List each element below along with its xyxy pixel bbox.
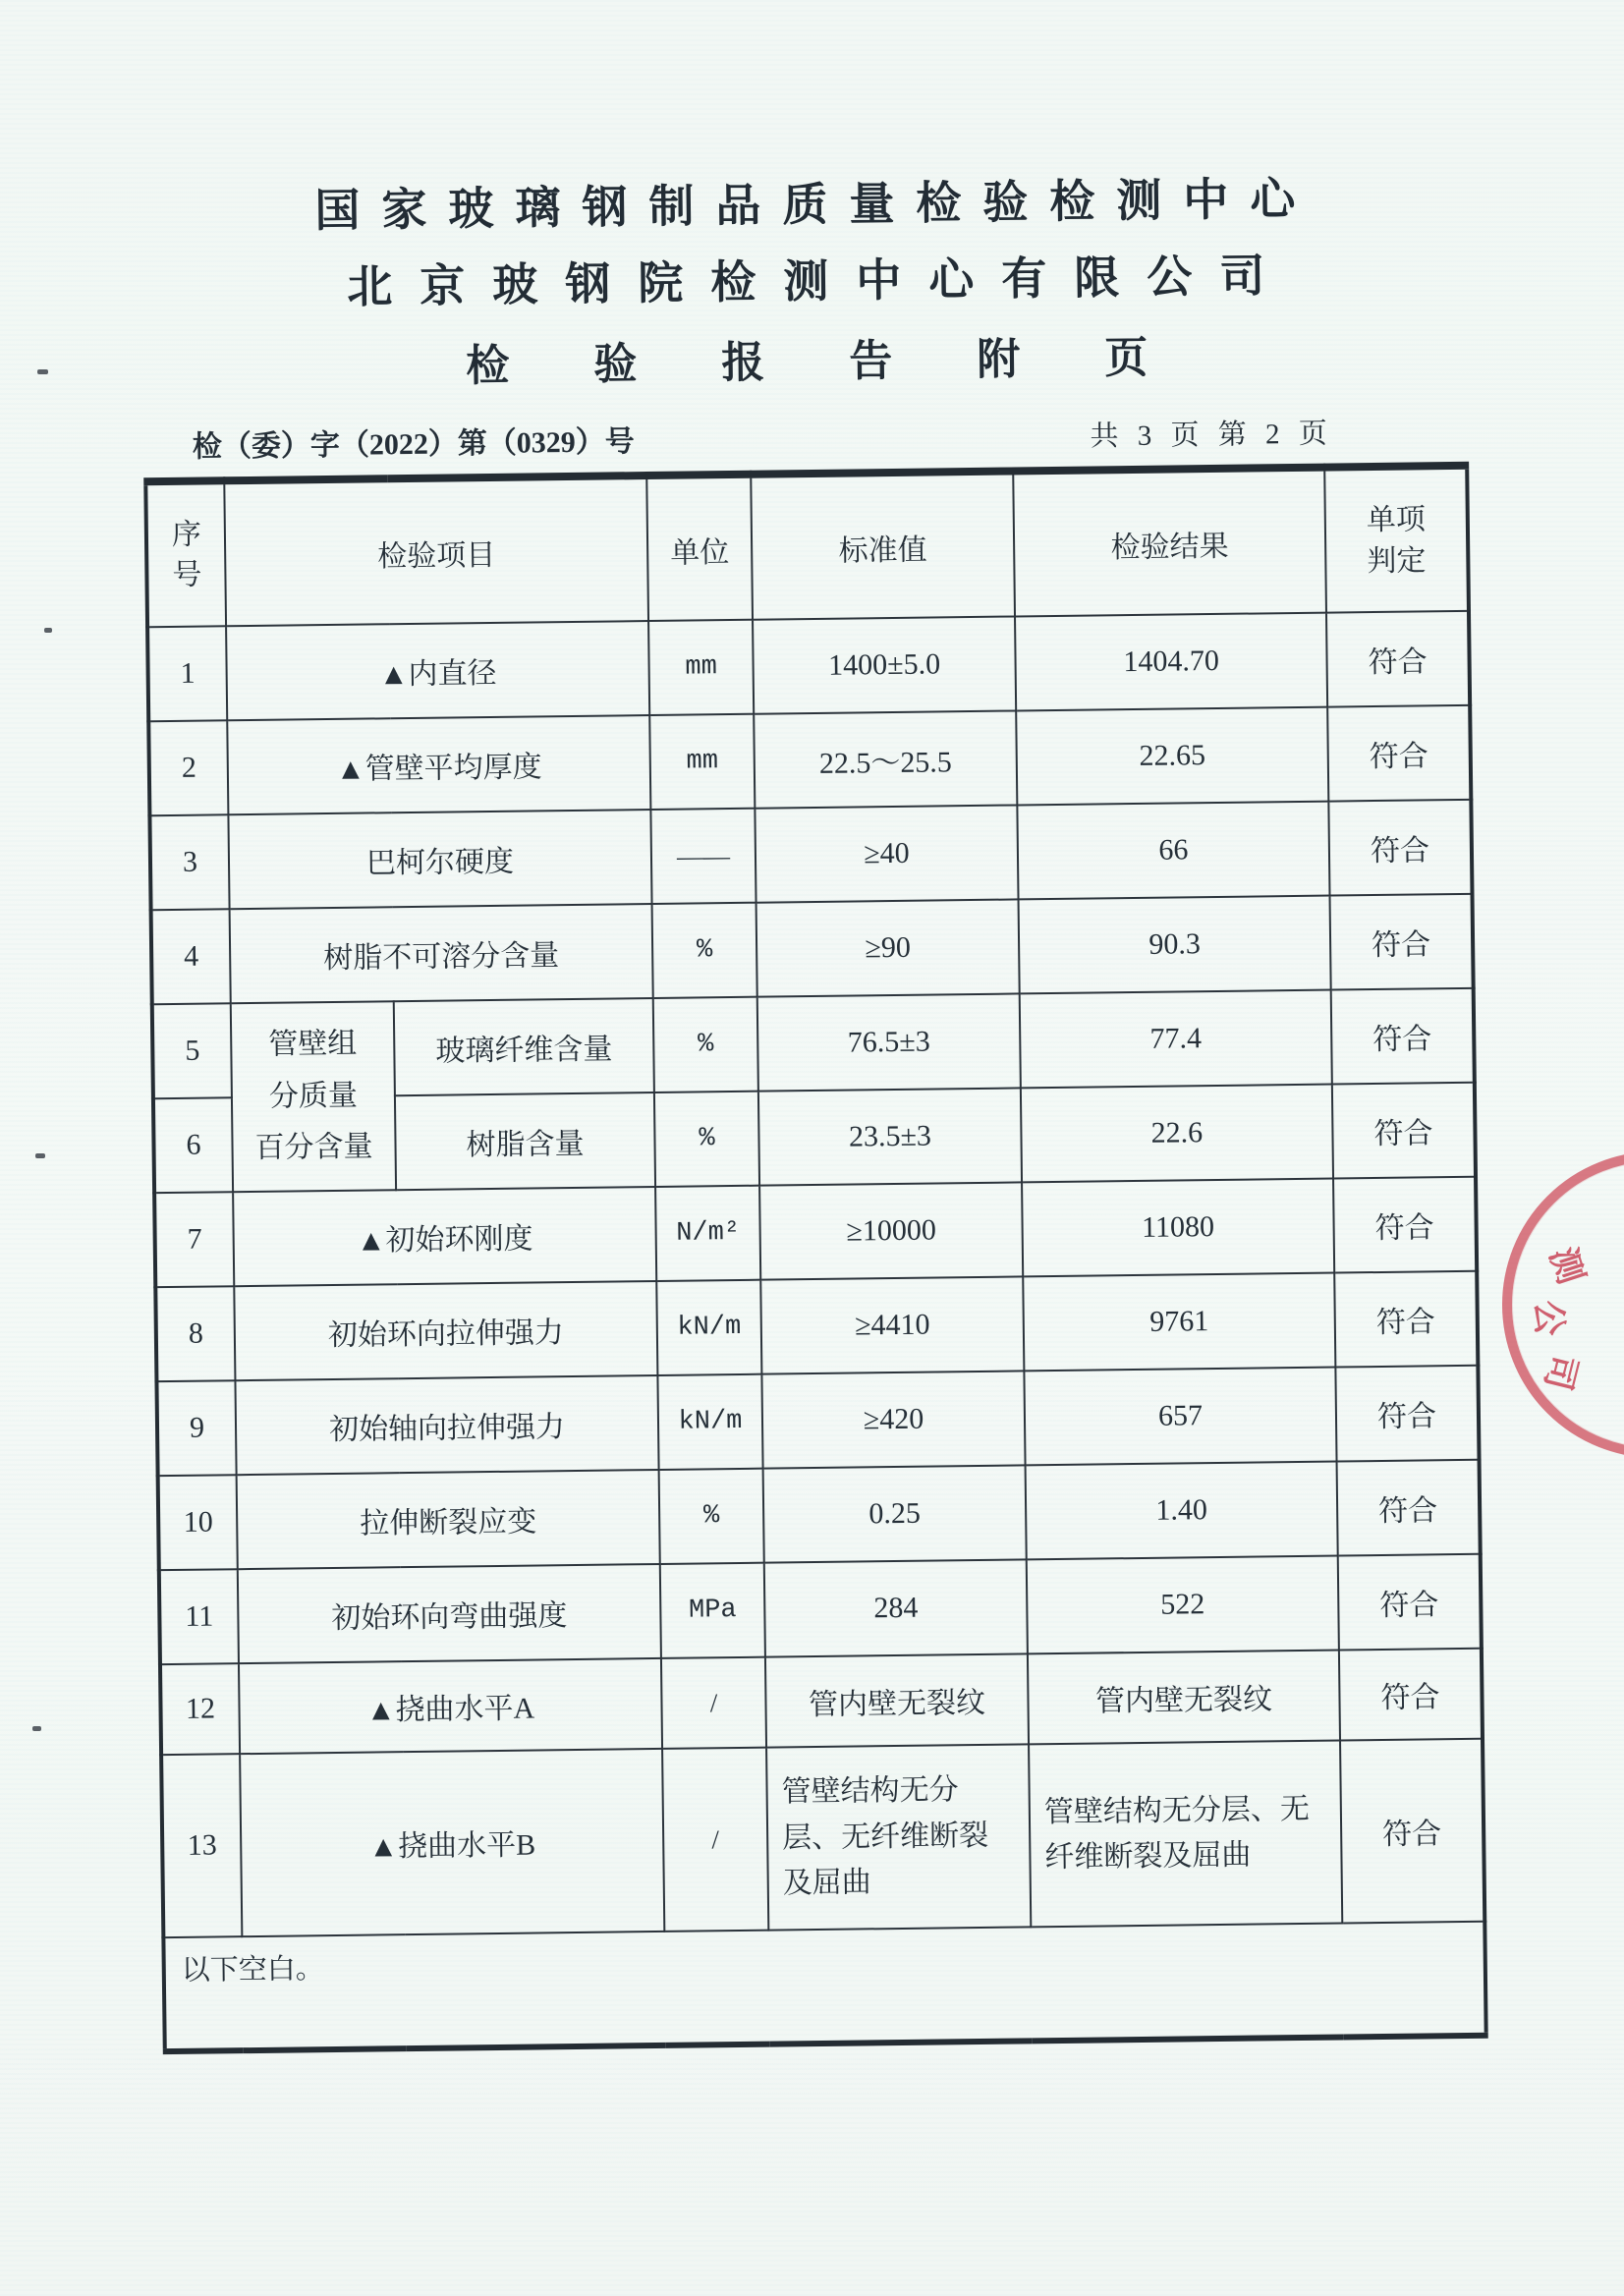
header-item: 检验项目 xyxy=(224,476,648,626)
scan-speck xyxy=(37,369,48,374)
table-blank-row xyxy=(163,1922,1485,2051)
table-row xyxy=(160,1649,1483,1755)
cell-item: 初始环向弯曲强度 xyxy=(238,1564,661,1663)
cell-item-group xyxy=(231,1001,396,1192)
cell-standard: 284 xyxy=(764,1559,1028,1656)
cell-judgment: 符合 xyxy=(1335,1366,1479,1462)
page-count: 共 3 页 第 2 页 xyxy=(1090,418,1333,453)
cell-result: 9761 xyxy=(1023,1273,1335,1372)
cell-result: 522 xyxy=(1027,1556,1339,1654)
org-title-line1: 国家玻璃钢制品质量检验检测中心 xyxy=(314,173,1317,237)
cell-standard: ≥4410 xyxy=(760,1276,1024,1373)
cell-judgment: 符合 xyxy=(1330,894,1474,990)
header-no: 序号 xyxy=(145,480,226,627)
cell-unit: % xyxy=(659,1469,764,1564)
header-result: 检验结果 xyxy=(1013,468,1326,617)
cell-standard: ≥420 xyxy=(761,1371,1025,1468)
group-label-line: 管壁组 xyxy=(268,1027,358,1062)
cell-result: 11080 xyxy=(1022,1179,1334,1277)
cell-result: 1404.70 xyxy=(1015,613,1327,711)
cell-no: 10 xyxy=(158,1475,238,1570)
group-label-line: 百分含量 xyxy=(254,1130,373,1165)
cell-unit: mm xyxy=(648,620,754,715)
cell-standard: ≥40 xyxy=(755,805,1018,902)
cell-unit: % xyxy=(653,997,758,1092)
org-title-line2: 北京玻钢院检测中心有限公司 xyxy=(347,250,1293,312)
cell-result: 管内壁无裂纹 xyxy=(1028,1651,1340,1745)
table-row xyxy=(159,1554,1482,1664)
red-seal-char: 公 xyxy=(1528,1299,1570,1337)
blank-note: 以下空白。 xyxy=(181,1953,324,1987)
cell-judgment: 符合 xyxy=(1334,1271,1478,1368)
table-row xyxy=(152,988,1475,1098)
cell-standard: 管内壁无裂纹 xyxy=(765,1653,1029,1747)
cell-item: ▲挠曲水平B xyxy=(240,1749,664,1936)
header-judgment: 单项判定 xyxy=(1324,466,1469,613)
red-seal-char: 测 xyxy=(1542,1242,1592,1289)
table-row xyxy=(156,1366,1479,1476)
cell-unit: MPa xyxy=(660,1563,765,1658)
cell-judgment: 符合 xyxy=(1332,1083,1476,1179)
cell-standard: 23.5±3 xyxy=(758,1088,1022,1185)
table-row xyxy=(148,705,1471,815)
cell-standard: ≥90 xyxy=(756,899,1020,996)
cell-unit: N/m² xyxy=(655,1186,760,1281)
cell-unit: % xyxy=(654,1092,759,1187)
cell-judgment: 符合 xyxy=(1333,1177,1477,1273)
cell-item: 巴柯尔硬度 xyxy=(228,810,651,909)
cell-unit: —— xyxy=(650,809,756,904)
cell-unit: / xyxy=(662,1748,768,1932)
cell-judgment: 符合 xyxy=(1331,988,1475,1085)
cell-no: 8 xyxy=(155,1286,235,1381)
cell-item: 初始环向拉伸强力 xyxy=(234,1281,657,1380)
cell-standard: 1400±5.0 xyxy=(753,616,1016,713)
cell-judgment: 符合 xyxy=(1326,611,1470,707)
cell-item: 初始轴向拉伸强力 xyxy=(235,1375,658,1475)
cell-standard: 管壁结构无分层、无纤维断裂及屈曲 xyxy=(766,1744,1031,1930)
table-row xyxy=(155,1271,1478,1381)
cell-result: 22.6 xyxy=(1021,1085,1333,1183)
cell-judgment: 符合 xyxy=(1338,1554,1482,1651)
table-row xyxy=(154,1177,1477,1287)
table-row xyxy=(147,611,1470,721)
cell-result: 66 xyxy=(1017,802,1329,900)
cell-judgment: 符合 xyxy=(1327,705,1471,802)
cell-standard: 0.25 xyxy=(763,1465,1027,1562)
cell-no: 1 xyxy=(147,626,227,721)
cell-result: 1.40 xyxy=(1026,1462,1338,1560)
cell-item: 树脂含量 xyxy=(395,1092,655,1190)
cell-judgment: 符合 xyxy=(1337,1460,1481,1556)
cell-no: 12 xyxy=(160,1663,240,1755)
cell-result: 657 xyxy=(1024,1368,1336,1466)
cell-item: 玻璃纤维含量 xyxy=(394,998,654,1095)
cell-item: 树脂不可溶分含量 xyxy=(230,904,653,1003)
table-row xyxy=(151,894,1474,1004)
header-unit: 单位 xyxy=(646,475,753,621)
red-seal-char: 司 xyxy=(1537,1350,1585,1395)
scan-speck xyxy=(44,628,52,633)
cell-no: 5 xyxy=(152,1003,232,1098)
cell-item: 拉伸断裂应变 xyxy=(237,1470,660,1569)
cell-unit: kN/m xyxy=(656,1280,761,1375)
cell-item: ▲挠曲水平A xyxy=(239,1658,662,1754)
cell-no: 11 xyxy=(159,1569,239,1664)
cell-standard: 76.5±3 xyxy=(757,993,1021,1091)
cell-no: 13 xyxy=(161,1754,242,1937)
cell-no: 4 xyxy=(151,909,231,1004)
cell-unit: mm xyxy=(649,714,755,810)
cell-judgment: 符合 xyxy=(1339,1649,1483,1741)
cell-item: ▲初始环刚度 xyxy=(233,1187,656,1286)
scan-speck xyxy=(32,1726,41,1731)
cell-result: 77.4 xyxy=(1020,990,1332,1089)
cell-item: ▲管壁平均厚度 xyxy=(227,715,650,814)
cell-result: 管壁结构无分层、无纤维断裂及屈曲 xyxy=(1029,1741,1342,1928)
cell-standard: ≥10000 xyxy=(759,1182,1023,1279)
group-label-line: 分质量 xyxy=(268,1079,359,1113)
cell-result: 22.65 xyxy=(1016,707,1328,806)
table-row xyxy=(158,1460,1481,1570)
report-title: 检验报告附页 xyxy=(466,332,1233,391)
cell-result: 90.3 xyxy=(1019,896,1331,994)
cell-item: ▲内直径 xyxy=(226,621,649,720)
cell-unit: % xyxy=(652,903,757,998)
cell-unit: kN/m xyxy=(657,1374,762,1470)
cell-standard: 22.5～25.5 xyxy=(754,710,1017,808)
cell-no: 7 xyxy=(154,1192,234,1287)
cell-judgment: 符合 xyxy=(1328,800,1472,896)
cell-no: 6 xyxy=(153,1097,233,1193)
cell-no: 9 xyxy=(156,1380,236,1476)
header-standard: 标准值 xyxy=(751,471,1015,619)
cell-judgment: 符合 xyxy=(1340,1739,1484,1924)
inspection-results-table xyxy=(143,462,1488,2054)
table-header-row xyxy=(145,466,1469,627)
table-row xyxy=(149,800,1472,910)
table-row xyxy=(161,1739,1484,1937)
scan-speck xyxy=(35,1153,45,1158)
cell-no: 3 xyxy=(149,814,229,910)
cell-unit: / xyxy=(661,1657,766,1749)
cell-no: 2 xyxy=(148,720,228,815)
report-number: 检（委）字（2022）第（0329）号 xyxy=(192,425,636,464)
